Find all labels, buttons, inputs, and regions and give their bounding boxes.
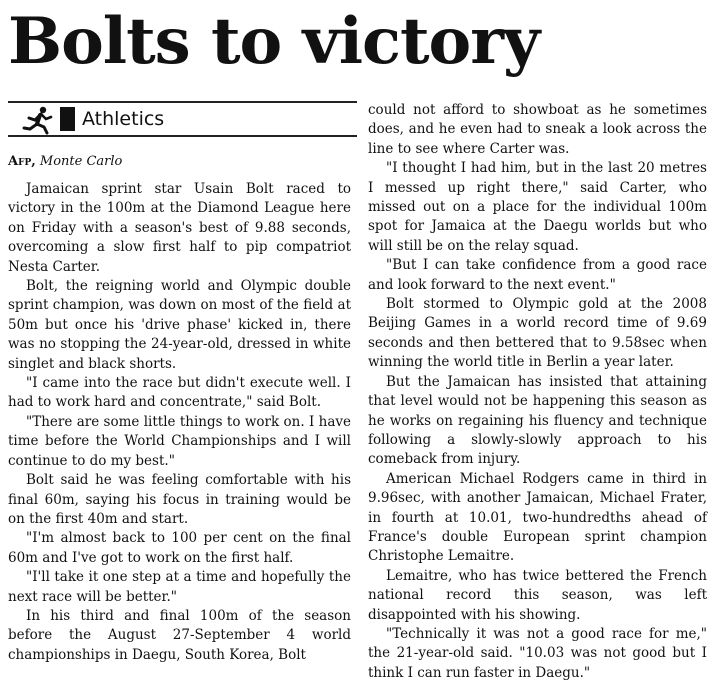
paragraph: Bolt stormed to Olympic gold at the 2008 Beijing Games in a world record time of 9.69 seconds and then bettered that to 9.58sec when winning the world title in Berlin a year later. <box>368 296 707 371</box>
article-column-right <box>368 101 707 683</box>
paragraph: "I came into the race but didn't execute well. I had to work hard and concentrate," said Bolt. <box>8 375 351 411</box>
paragraph: Lemaitre, who has twice bettered the French national record this season, was left disappointed with his showing. <box>368 567 707 623</box>
byline-place: Monte Carlo <box>39 154 123 169</box>
paragraph: In his third and final 100m of the season before the August 27-September 4 world championships in Daegu, South Korea, Bolt <box>8 607 351 663</box>
paragraph: But the Jamaican has insisted that attaining that level would not be happening this season as he works on regaining his fluency and technique following a slowly-slowly approach to his comeback from injury. <box>368 373 707 468</box>
paragraph: "I'm almost back to 100 per cent on the final 60m and I've got to work on the first half. <box>8 530 351 566</box>
paragraph: "There are some little things to work on. I have time before the World Championships and I will continue to do my best." <box>8 413 351 469</box>
section-tag <box>8 101 357 137</box>
byline <box>8 152 122 172</box>
paragraph: "I thought I had him, but in the last 20 metres I messed up right there," said Carter, who missed out on a place for the individual 100m spot for Jamaica at the Daegu worlds but who will still be on the relay squad. <box>368 160 707 254</box>
paragraph: American Michael Rodgers came in third in 9.96sec, with another Jamaican, Michael Frater, in fourth at 10.01, two-hundredths ahead of France's double European sprint champion Christophe Lemaitre. <box>368 470 707 565</box>
paragraph: Bolt, the reigning world and Olympic double sprint champion, was down on most of the field at 50m but once his 'drive phase' kicked in, there was no stopping the 24-year-old, dressed in white singlet and black shorts. <box>8 278 351 372</box>
section-divider-bar <box>60 107 75 131</box>
paragraph: "I'll take it one step at a time and hopefully the next race will be better." <box>8 569 351 605</box>
byline-agency: Afp, <box>8 154 36 169</box>
paragraph: Bolt said he was feeling comfortable with his final 60m, saying his focus in training would be on the first 40m and start. <box>8 472 351 527</box>
paragraph: "Technically it was not a good race for me," the 21-year-old said. "10.03 was not good but I think I can run faster in Daegu." <box>368 625 707 681</box>
section-label: Athletics <box>82 108 165 130</box>
headline: Bolts to victory <box>8 4 540 79</box>
sprinter-icon <box>20 105 54 135</box>
paragraph: "But I can take confidence from a good race and look forward to the next event." <box>368 257 707 293</box>
paragraph: Jamaican sprint star Usain Bolt raced to victory in the 100m at the Diamond League here on Friday with a season's best of 9.88 seconds, overcoming a slow first half to pip compatriot Nesta Carter. <box>8 181 351 275</box>
article-column-left <box>8 180 351 665</box>
paragraph-continued: could not afford to showboat as he sometimes does, and he even had to sneak a look across the line to see where Carter was. <box>368 102 707 157</box>
